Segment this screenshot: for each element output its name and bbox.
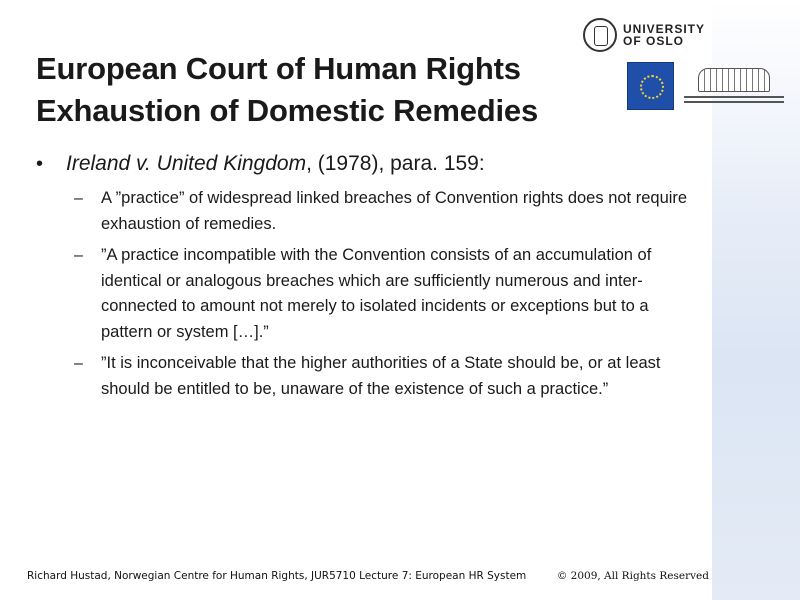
footer-copyright: © 2009, All Rights Reserved <box>556 570 709 582</box>
main-bullet <box>36 150 696 178</box>
university-name-line2: OF OSLO <box>623 34 684 48</box>
sub-bullet-text: A ”practice” of widespread linked breaches of Convention rights does not require exhaustion of remedies. <box>101 189 688 233</box>
logo-text-line <box>684 96 784 98</box>
university-name-line1: UNIVERSITY <box>623 22 706 36</box>
decorative-band <box>712 200 800 600</box>
star-ring <box>640 75 664 99</box>
slide-title-line1: European Court of Human Rights <box>36 51 521 86</box>
case-name: Ireland v. United Kingdom <box>66 152 307 175</box>
sub-bullet-list <box>36 186 696 402</box>
echr-building-icon <box>684 66 784 106</box>
dash-marker: – <box>74 247 83 264</box>
sub-bullet-item <box>36 243 696 345</box>
sub-bullet-item <box>36 351 696 402</box>
slide-title-line2: Exhaustion of Domestic Remedies <box>36 93 538 128</box>
case-reference: , (1978), para. 159: <box>306 152 485 175</box>
university-seal-icon <box>583 18 617 52</box>
sub-bullet-item <box>36 186 696 237</box>
logo-text-line <box>684 101 784 103</box>
court-building <box>698 68 770 92</box>
dash-marker: – <box>74 355 83 372</box>
sub-bullet-text: ”A practice incompatible with the Convention consists of an accumulation of identical or analogous breaches which are sufficiently numerous and inter-connected to amount not merely to isolated incidents or exceptions but to a pattern or system […].” <box>101 246 652 341</box>
university-name <box>623 23 705 47</box>
slide-title <box>36 48 636 132</box>
slide-content <box>36 150 696 408</box>
sub-bullet-text: ”It is inconceivable that the higher authorities of a State should be, or at least should be entitled to be, unaware of the existence of such a practice.” <box>101 354 661 398</box>
footer-author: Richard Hustad, Norwegian Centre for Human Rights, JUR5710 Lecture 7: European HR System <box>27 570 527 582</box>
dash-marker: – <box>74 190 83 207</box>
bullet-dot: • <box>36 153 44 175</box>
